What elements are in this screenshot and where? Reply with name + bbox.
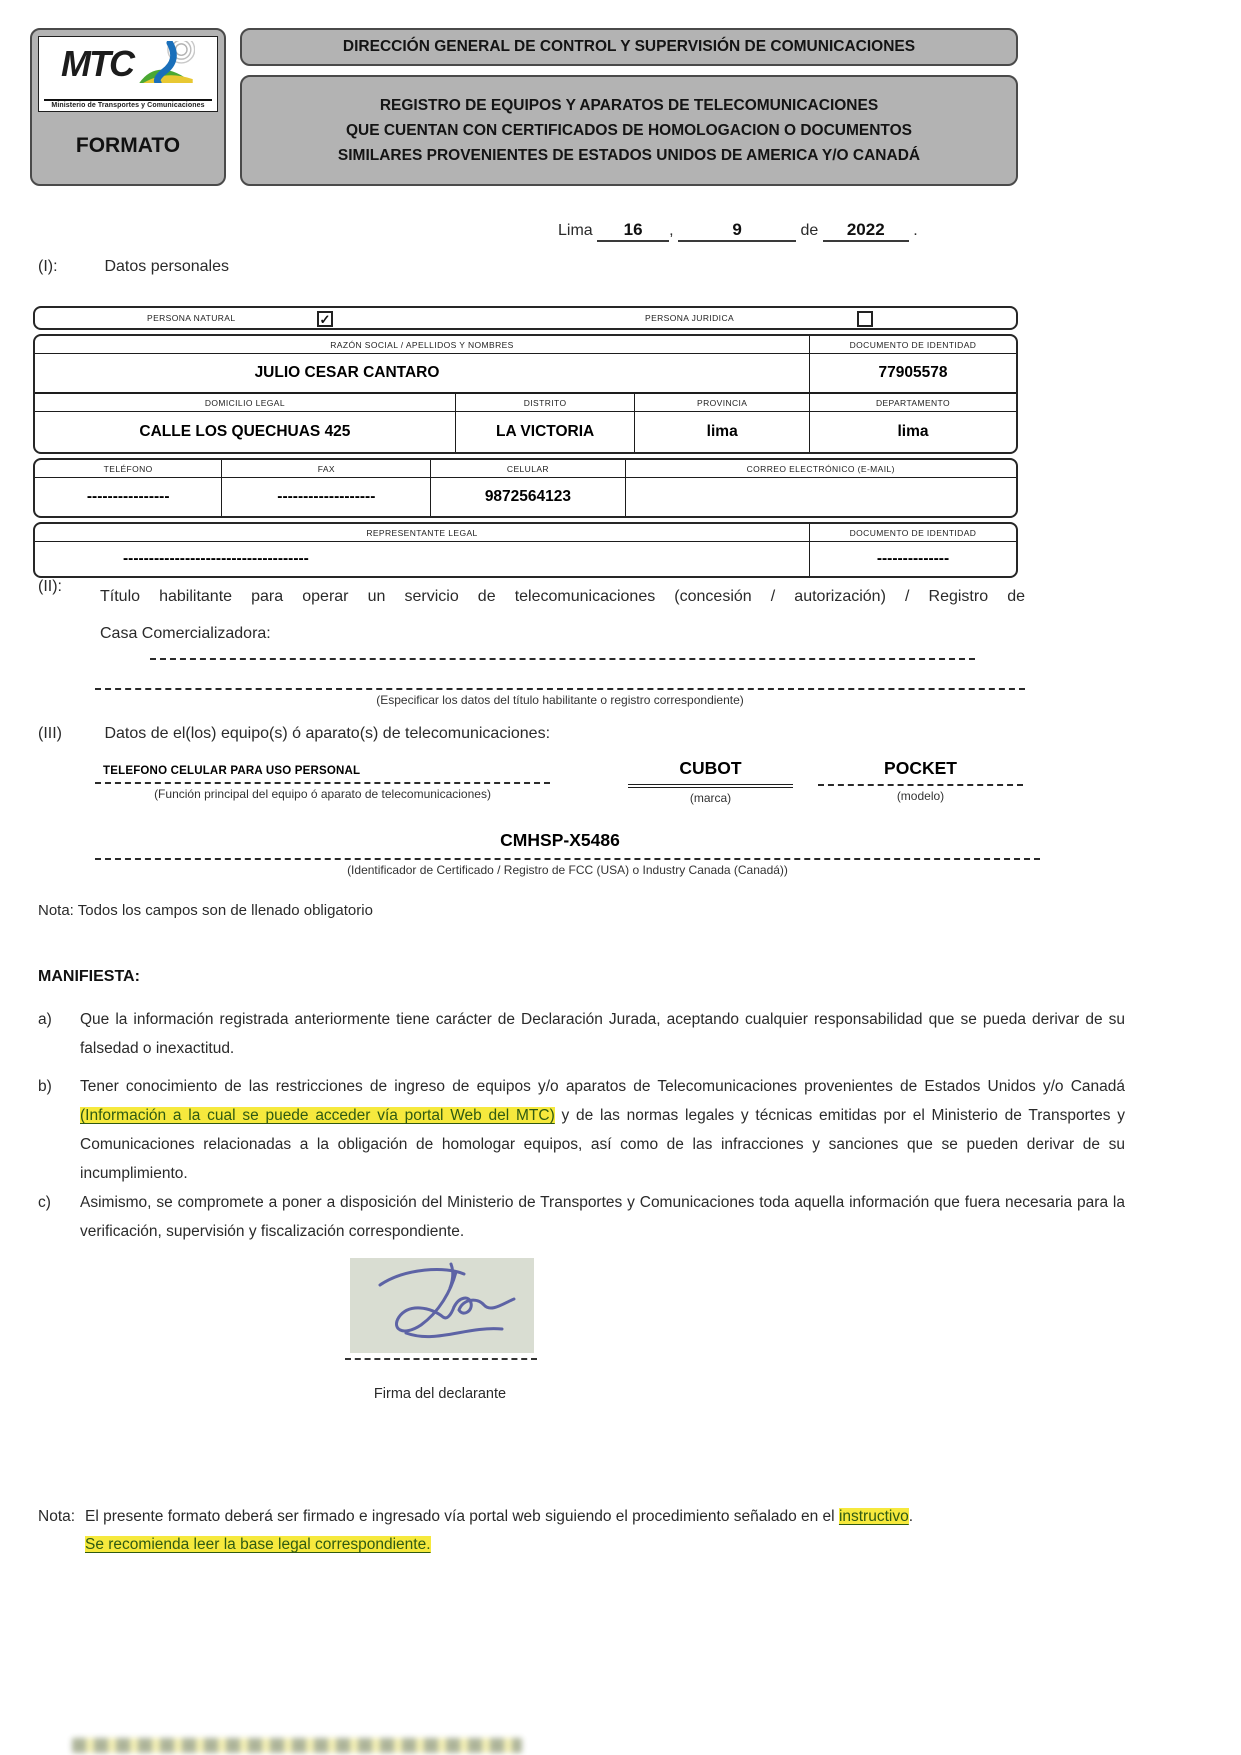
- section1-number: (I):: [38, 258, 58, 275]
- funcion-field: [95, 758, 550, 805]
- email-header: CORREO ELECTRÓNICO (E-MAIL): [625, 460, 1016, 477]
- rep-doc-value: --------------: [809, 542, 1016, 576]
- documento-header: DOCUMENTO DE IDENTIDAD: [809, 336, 1016, 353]
- distrito-value: LA VICTORIA: [455, 412, 635, 452]
- logo-formato-box: [30, 28, 226, 186]
- header-titles: [240, 28, 1018, 186]
- section1-heading: [38, 258, 229, 276]
- section3-title: Datos de el(los) equipo(s) ó aparato(s) de telecomunicaciones:: [104, 725, 551, 742]
- bottom-note-text: [85, 1503, 1168, 1559]
- marca-value: CUBOT: [679, 758, 742, 778]
- date-day-field: 16: [597, 220, 669, 242]
- bottom-note-label: Nota:: [38, 1508, 76, 1525]
- date-connector: de: [800, 222, 819, 239]
- item-b-text-after: y de las normas legales y técnicas emitidas por el Ministerio de Transportes y Comunicaciones relacionadas a la obligación de homologar equipos, así como de las infracciones y sanciones que se pueden derivar de su incumplimiento.: [80, 1107, 1125, 1182]
- modelo-line: [818, 784, 1023, 786]
- funcion-caption: (Función principal del equipo ó aparato de telecomunicaciones): [154, 787, 491, 801]
- equipment-fields-row: [95, 758, 1145, 805]
- signature-image: [350, 1258, 534, 1353]
- certificado-value: CMHSP-X5486: [500, 830, 620, 850]
- date-year-field: 2022: [823, 220, 909, 242]
- telefono-value: ----------------: [86, 488, 170, 505]
- item-b-text: [80, 1072, 1125, 1188]
- mtc-logo: [38, 36, 218, 112]
- modelo-value: POCKET: [884, 758, 957, 778]
- mtc-logo-text: MTC: [61, 43, 133, 85]
- phone-block: [33, 458, 1018, 518]
- registro-title-line1: REGISTRO DE EQUIPOS Y APARATOS DE TELECOMUNICACIONES: [379, 96, 879, 114]
- rep-doc-header: DOCUMENTO DE IDENTIDAD: [809, 524, 1016, 541]
- nota-obligatorio: Nota: Todos los campos son de llenado obligatorio: [38, 902, 373, 919]
- section3-number: (III): [38, 725, 62, 742]
- section2-number: (II):: [38, 578, 62, 595]
- section2-line1: Título habilitante para operar un servicio de telecomunicaciones (concesión / autorización) / Registro de: [100, 588, 1025, 605]
- representante-header: REPRESENTANTE LEGAL: [366, 528, 478, 538]
- section3-heading: [38, 725, 550, 743]
- section2-line2: Casa Comercializadora:: [100, 625, 271, 642]
- manifiesta-item-c: [38, 1188, 1125, 1246]
- funcion-value: TELEFONO CELULAR PARA USO PERSONAL: [103, 765, 361, 777]
- formato-label: FORMATO: [75, 134, 181, 157]
- date-comma: ,: [669, 222, 674, 239]
- email-value: [625, 478, 1016, 516]
- persona-juridica-label: PERSONA JURIDICA: [645, 313, 735, 323]
- titulo-fill-line: [150, 658, 975, 660]
- razon-social-value: JULIO CESAR CANTARO: [254, 364, 440, 381]
- date-month-field: 9: [678, 220, 796, 242]
- item-b-text-before: Tener conocimiento de las restricciones de ingreso de equipos y/o aparatos de Telecomunicaciones provenientes de Estados Unidos y/o Canadá: [80, 1078, 1125, 1095]
- razon-social-header: RAZÓN SOCIAL / APELLIDOS Y NOMBRES: [330, 340, 514, 350]
- representative-block: [33, 522, 1018, 578]
- instructivo-link[interactable]: instructivo: [838, 1508, 909, 1525]
- funcion-line: [95, 782, 550, 784]
- fax-header: FAX: [221, 460, 430, 477]
- ministry-name: Ministerio de Transportes y Comunicaciones: [44, 99, 212, 109]
- base-legal-link[interactable]: Se recomienda leer la base legal correspondiente.: [85, 1536, 431, 1553]
- manifiesta-item-b: [38, 1072, 1125, 1188]
- mtc-portal-link[interactable]: (Información a la cual se puede acceder vía portal Web del MTC): [80, 1107, 555, 1124]
- persona-natural-checkbox[interactable]: ✓: [317, 311, 333, 327]
- persona-type-row: [33, 306, 1018, 330]
- cutoff-highlight-artifact: [72, 1738, 522, 1753]
- departamento-header: DEPARTAMENTO: [809, 394, 1016, 411]
- modelo-caption: (modelo): [896, 789, 945, 803]
- domicilio-header: DOMICILIO LEGAL: [204, 398, 286, 408]
- section2-body: [100, 578, 1025, 652]
- marca-caption: (marca): [689, 791, 732, 805]
- domicilio-value: CALLE LOS QUECHUAS 425: [139, 423, 351, 440]
- registro-title-line2: QUE CUENTAN CON CERTIFICADOS DE HOMOLOGACION O DOCUMENTOS: [345, 121, 913, 139]
- item-b-marker: b): [38, 1078, 52, 1095]
- persona-juridica-checkbox[interactable]: [857, 311, 873, 327]
- registro-title: [240, 75, 1018, 186]
- modelo-field: [818, 758, 1023, 805]
- manifiesta-title: MANIFIESTA:: [38, 968, 140, 985]
- personal-data-table: [33, 306, 1018, 582]
- documento-value: 77905578: [809, 354, 1016, 392]
- signature-line: [345, 1358, 537, 1360]
- celular-value: 9872564123: [430, 478, 624, 516]
- direccion-title: DIRECCIÓN GENERAL DE CONTROL Y SUPERVISIÓN DE COMUNICACIONES: [240, 28, 1018, 66]
- form-header: [30, 28, 1018, 186]
- telefono-header: TELÉFONO: [103, 464, 153, 474]
- titulo-caption: (Especificar los datos del título habilitante o registro correspondiente): [376, 693, 744, 707]
- section1-title: Datos personales: [104, 258, 229, 275]
- item-c-text: Asimismo, se compromete a poner a disposición del Ministerio de Transportes y Comunicaciones toda aquella información que fuera necesaria para la verificación, supervisión y fiscalización correspondiente.: [80, 1194, 1125, 1240]
- item-a-marker: a): [38, 1011, 52, 1028]
- persona-natural-label: PERSONA NATURAL: [147, 313, 236, 323]
- marca-field: [628, 758, 793, 805]
- item-a-text: Que la información registrada anteriormente tiene carácter de Declaración Jurada, aceptando cualquier responsabilidad que se pueda derivar de su falsedad o inexactitud.: [80, 1011, 1125, 1057]
- bottom-note-before: El presente formato deberá ser firmado e ingresado vía portal web siguiendo el procedimiento señalado en el: [85, 1508, 839, 1525]
- certificado-line: [95, 858, 1040, 860]
- mtc-logo-icon: [137, 41, 195, 88]
- item-c-marker: c): [38, 1194, 51, 1211]
- representante-value: ------------------------------------: [123, 550, 309, 567]
- provincia-header: PROVINCIA: [634, 394, 809, 411]
- date-line: [558, 220, 918, 242]
- certificado-caption: (Identificador de Certificado / Registro de FCC (USA) o Industry Canada (Canadá)): [347, 863, 788, 877]
- titulo-fill-line2: [95, 688, 1025, 690]
- section2-heading: [38, 578, 100, 596]
- provincia-value: lima: [634, 412, 809, 452]
- marca-line: [628, 784, 793, 788]
- signature-caption: Firma del declarante: [373, 1386, 507, 1402]
- distrito-header: DISTRITO: [455, 394, 635, 411]
- bottom-note-period: .: [908, 1508, 914, 1525]
- name-address-block: [33, 334, 1018, 454]
- date-city: Lima: [558, 222, 593, 239]
- registro-title-line3: SIMILARES PROVENIENTES DE ESTADOS UNIDOS DE AMERICA Y/O CANADÁ: [337, 147, 921, 165]
- bottom-note: [38, 1503, 1168, 1559]
- manifiesta-item-a: [38, 1005, 1125, 1063]
- celular-header: CELULAR: [430, 460, 624, 477]
- fax-value: -------------------: [221, 478, 430, 516]
- signature-scribble-icon: [350, 1258, 534, 1353]
- date-period: .: [913, 222, 918, 239]
- departamento-value: lima: [809, 412, 1016, 452]
